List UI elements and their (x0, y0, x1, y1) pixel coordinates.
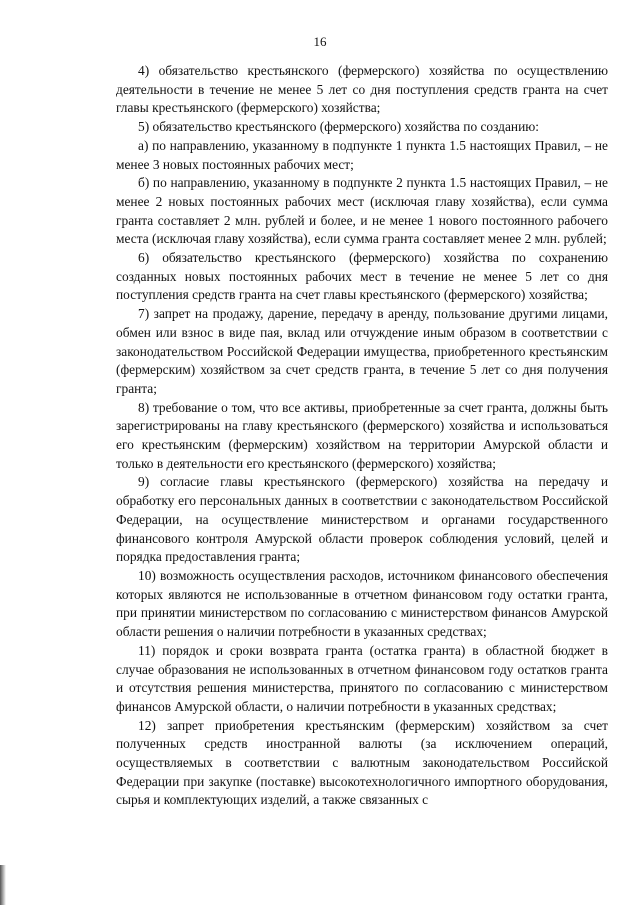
paragraph-item-9: 9) согласие главы крестьянского (фермерского) хозяйства на передачу и обработку его персональных данных в соответствии с законодательством Российской Федерации, на осуществление министерством и органами государственного финансового контроля Амурской области проверок соблюдения условий, целей и порядка предоставления гранта; (116, 474, 608, 565)
paragraph-subitem-a: а) по направлению, указанному в подпункте 1 пункта 1.5 настоящих Правил, – не менее 3 новых постоянных рабочих мест; (116, 137, 608, 172)
document-body (116, 62, 608, 810)
paragraph-item-5: 5) обязательство крестьянского (фермерского) хозяйства по созданию: (138, 119, 539, 135)
paragraph-item-11: 11) порядок и сроки возврата гранта (остатка гранта) в областной бюджет в случае образования не использованных в отчетном финансовом году остатков гранта и отсутствия решения министерства, принятого по согласованию с министерством финансов Амурской области, о наличии потребности в указанных средствах; (116, 642, 608, 714)
paragraph-item-7: 7) запрет на продажу, дарение, передачу в аренду, пользование другими лицами, обмен или взнос в виде пая, вклад или отчуждение иным образом в соответствии с законодательством Российской Федерации имущества, приобретенного крестьянским (фермерским) хозяйством за счет средств гранта, в течение 5 лет со дня получения гранта; (116, 306, 608, 396)
paragraph-item-8: 8) требование о том, что все активы, приобретенные за счет гранта, должны быть зарегистрированы на главу крестьянского (фермерского) хозяйства и использоваться его крестьянским (фермерским) хозяйством на территории Амурской области и только в деятельности его крестьянского (фермерского) хозяйства; (116, 399, 608, 471)
paragraph-item-4: 4) обязательство крестьянского (фермерского) хозяйства по осуществлению деятельности в течение не менее 5 лет со дня поступления средств гранта на счет главы крестьянского (фермерского) хозяйства; (116, 63, 608, 116)
paragraph-item-10: 10) возможность осуществления расходов, источником финансового обеспечения которых являются не использованные в отчетном финансовом году остатки гранта, при принятии министерством по согласованию с министерством финансов Амурской области решения о наличии потребности в указанных средствах; (116, 567, 608, 640)
scan-edge-shadow (0, 865, 6, 905)
paragraph-item-12: 12) запрет приобретения крестьянским (фермерским) хозяйством за счет полученных средств иностранной валюты (за исключением операций, осуществляемых в соответствии с валютным законодательством Российской Федерации при закупке (поставке) высокотехнологичного импортного оборудования, сырья и комплектующих изделий, а также связанных с (116, 717, 608, 808)
paragraph-item-6: 6) обязательство крестьянского (фермерского) хозяйства по сохранению созданных новых постоянных рабочих мест в течение не менее 5 лет со дня поступления средств гранта на счет главы крестьянского (фермерского) хозяйства; (116, 250, 608, 303)
page-number: 16 (313, 34, 327, 49)
paragraph-subitem-b: б) по направлению, указанному в подпункте 2 пункта 1.5 настоящих Правил, – не менее 2 новых постоянных рабочих мест (исключая главу хозяйства), если сумма гранта составляет 2 млн. рублей и более, и не менее 1 нового постоянного рабочего места (исключая главу хозяйства), если сумма гранта составляет менее 2 млн. рублей; (116, 175, 608, 247)
